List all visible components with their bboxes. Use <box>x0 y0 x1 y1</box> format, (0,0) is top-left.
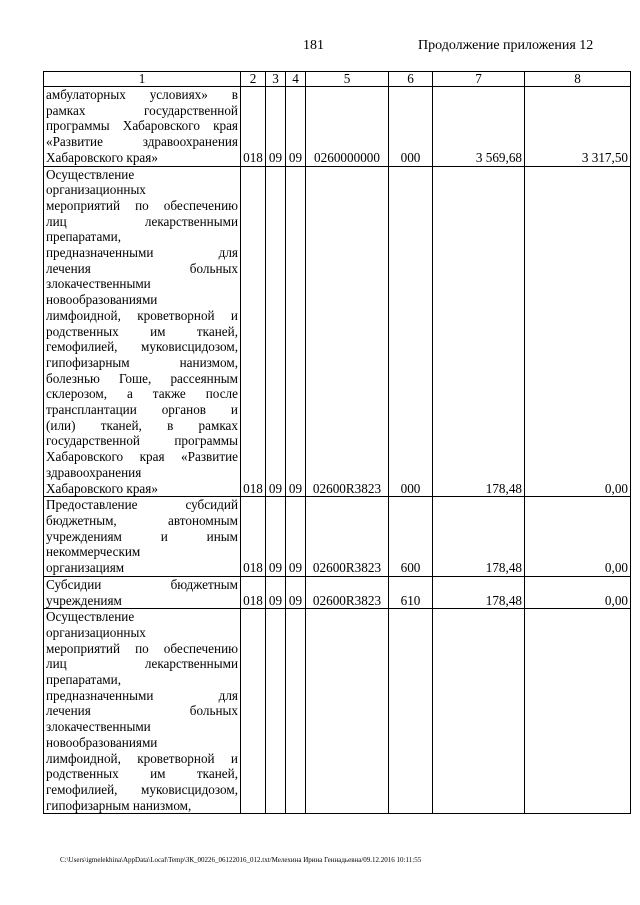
cell-c6: 000 <box>389 166 433 497</box>
description-line: злокачественными <box>46 719 151 735</box>
description-line: (или) тканей, в рамках <box>46 417 238 433</box>
description-line: некоммерческим <box>46 544 141 560</box>
description-line: Осуществление <box>46 166 135 182</box>
description-line: Осуществление <box>46 609 135 625</box>
table-row <box>44 609 631 814</box>
description-line: Предоставление субсидий <box>46 497 238 513</box>
cell-c5: 0260000000 <box>306 87 389 167</box>
column-header: 6 <box>389 72 433 87</box>
description-line: программы Хабаровского края <box>46 118 238 134</box>
row-description <box>44 497 241 577</box>
column-header: 3 <box>266 72 286 87</box>
appendix-continuation-note: Продолжение приложения 12 <box>418 38 594 53</box>
cell-c4: 09 <box>286 576 306 608</box>
description-line: препаратами, <box>46 672 121 688</box>
file-path-footer: C:\Users\igmelekhina\AppData\Local\Temp\ЗК_00226_06122016_012.txt/Мелехина Ирина Геннадьевна/09.12.2016 10:11:55 <box>60 856 422 864</box>
cell-c5: 02600R3823 <box>306 166 389 497</box>
budget-table <box>43 71 631 814</box>
column-header: 5 <box>306 72 389 87</box>
table-body <box>44 87 631 814</box>
description-line: амбулаторных условиях» в <box>46 87 238 102</box>
cell-c4 <box>286 609 306 814</box>
cell-c6: 000 <box>389 87 433 167</box>
description-line: организационных <box>46 182 146 198</box>
description-line: лечения больных <box>46 703 238 719</box>
description-line: «Развитие здравоохранения <box>46 134 238 150</box>
row-description <box>44 576 241 608</box>
description-line: родственных им тканей, <box>46 766 238 782</box>
cell-c2: 018 <box>241 166 266 497</box>
description-line: лечения больных <box>46 260 238 276</box>
description-line: бюджетным, автономным <box>46 512 238 528</box>
cell-c8 <box>525 609 631 814</box>
cell-c8: 0,00 <box>525 576 631 608</box>
cell-c4: 09 <box>286 87 306 167</box>
description-line: организациям <box>46 560 125 576</box>
row-description <box>44 609 241 814</box>
cell-c2: 018 <box>241 87 266 167</box>
cell-c3: 09 <box>266 166 286 497</box>
description-line: трансплантации органов и <box>46 402 238 418</box>
cell-c6: 600 <box>389 497 433 577</box>
cell-c7: 3 569,68 <box>433 87 525 167</box>
description-line: учреждениям и иным <box>46 528 238 544</box>
cell-c5: 02600R3823 <box>306 497 389 577</box>
row-description <box>44 87 241 167</box>
cell-c5: 02600R3823 <box>306 576 389 608</box>
description-line: гипофизарным нанизмом, <box>46 797 192 813</box>
description-line: лимфоидной, кроветворной и <box>46 307 238 323</box>
description-line: новообразованиями <box>46 734 158 750</box>
table-row <box>44 87 631 167</box>
cell-c8: 0,00 <box>525 166 631 497</box>
column-header: 8 <box>525 72 631 87</box>
cell-c6: 610 <box>389 576 433 608</box>
description-line: лиц лекарственными <box>46 213 238 229</box>
description-line: родственных им тканей, <box>46 323 238 339</box>
description-line: организационных <box>46 624 146 640</box>
description-line: гипофизарным нанизмом, <box>46 354 238 370</box>
cell-c8: 3 317,50 <box>525 87 631 167</box>
cell-c7: 178,48 <box>433 497 525 577</box>
cell-c5 <box>306 609 389 814</box>
row-description <box>44 166 241 497</box>
table-row <box>44 497 631 577</box>
description-line: мероприятий по обеспечению <box>46 197 238 213</box>
column-header: 2 <box>241 72 266 87</box>
description-line: склерозом, а также после <box>46 386 238 402</box>
description-line: препаратами, <box>46 229 121 245</box>
table-row <box>44 576 631 608</box>
description-line: лимфоидной, кроветворной и <box>46 750 238 766</box>
description-line: Хабаровского края» <box>46 149 158 165</box>
cell-c3 <box>266 609 286 814</box>
column-header: 1 <box>44 72 241 87</box>
cell-c3: 09 <box>266 87 286 167</box>
description-line: здравоохранения <box>46 464 142 480</box>
table-header-row <box>44 72 631 87</box>
description-line: предназначенными для <box>46 245 238 261</box>
page-number: 181 <box>303 38 324 53</box>
description-line: рамках государственной <box>46 102 238 118</box>
cell-c2: 018 <box>241 576 266 608</box>
description-line: новообразованиями <box>46 292 158 308</box>
column-header: 7 <box>433 72 525 87</box>
cell-c6 <box>389 609 433 814</box>
cell-c3: 09 <box>266 497 286 577</box>
description-line: лиц лекарственными <box>46 656 238 672</box>
cell-c8: 0,00 <box>525 497 631 577</box>
description-line: злокачественными <box>46 276 151 292</box>
description-line: Хабаровского края «Развитие <box>46 449 238 465</box>
cell-c2 <box>241 609 266 814</box>
description-line: Хабаровского края» <box>46 480 158 496</box>
description-line: болезнью Гоше, рассеянным <box>46 370 238 386</box>
cell-c4: 09 <box>286 166 306 497</box>
cell-c4: 09 <box>286 497 306 577</box>
cell-c7: 178,48 <box>433 576 525 608</box>
description-line: Субсидии бюджетным <box>46 576 238 592</box>
cell-c2: 018 <box>241 497 266 577</box>
cell-c7 <box>433 609 525 814</box>
cell-c3: 09 <box>266 576 286 608</box>
description-line: предназначенными для <box>46 687 238 703</box>
description-line: гемофилией, муковисцидозом, <box>46 339 238 355</box>
cell-c7: 178,48 <box>433 166 525 497</box>
column-header: 4 <box>286 72 306 87</box>
description-line: учреждениям <box>46 592 122 608</box>
description-line: гемофилией, муковисцидозом, <box>46 781 238 797</box>
description-line: мероприятий по обеспечению <box>46 640 238 656</box>
table-row <box>44 166 631 497</box>
description-line: государственной программы <box>46 433 238 449</box>
